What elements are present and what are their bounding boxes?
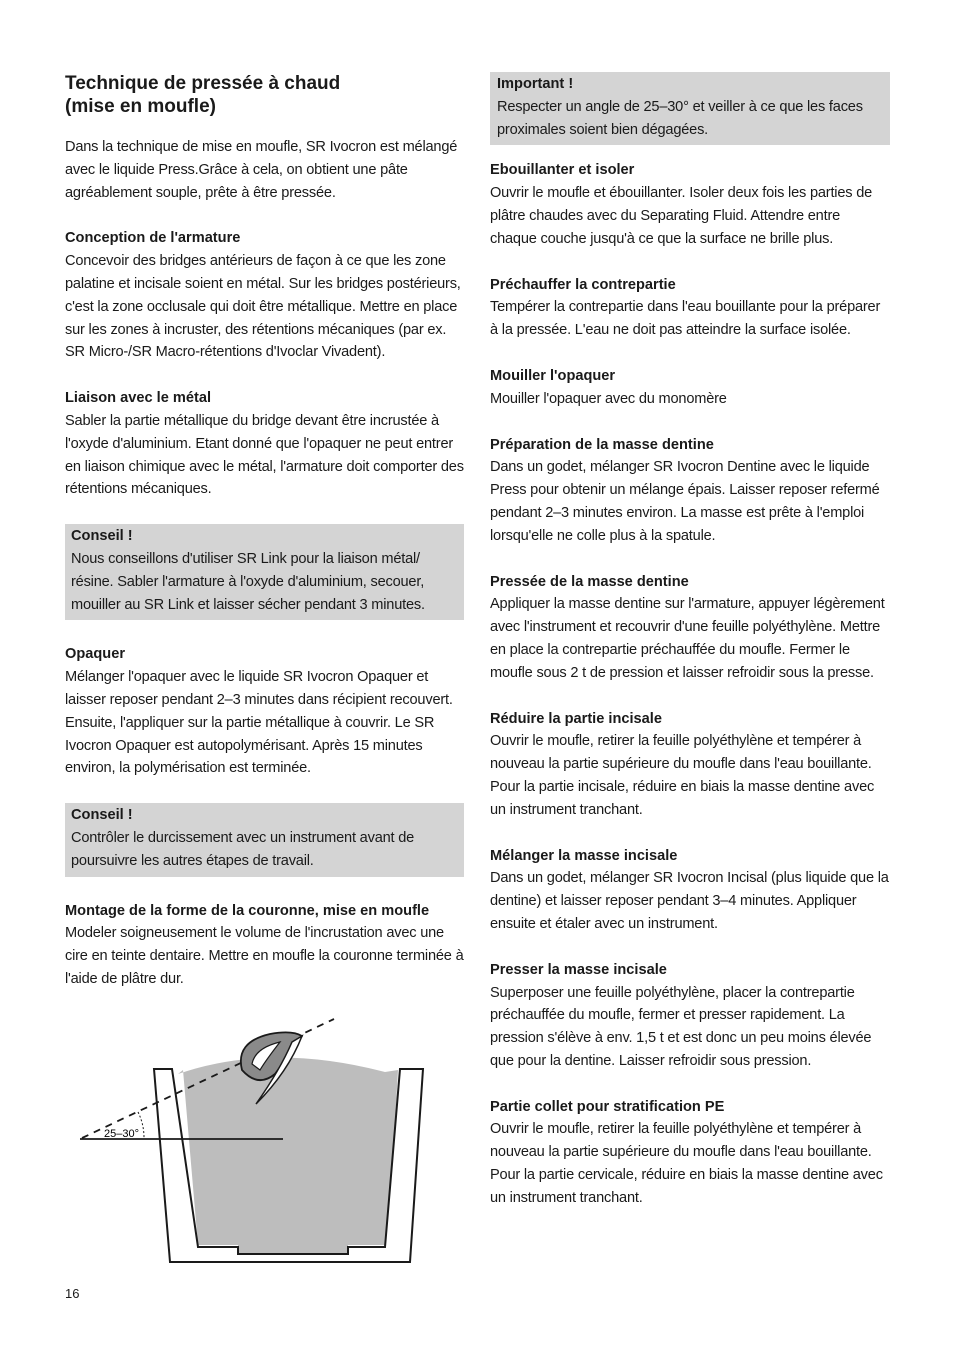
section-montage [65,900,464,991]
title-line-2: (mise en moufle) [65,96,216,117]
section-heading: Réduire la partie incisale [490,710,662,727]
section-body: Concevoir des bridges antérieurs de façon à ce que les zone palatine et incisale soient en métal. Sur les bridges postérieurs, c'est la zone occlusale qui doit être métallique. Mettre en place sur les zones à incruster, des rétentions mécaniques (par ex. SR Micro-/SR Macro-rétentions d'Ivoclar Vivadent). [65,253,461,361]
tip-box-2 [65,803,464,876]
section-prechauffer [490,274,890,342]
flask-diagram [70,1012,450,1267]
angle-label: 25–30° [104,1128,139,1140]
section-body: Appliquer la masse dentine sur l'armature, appuyer légèrement avec l'instrument et recouvrir d'une feuille polyéthylène. Mettre en place la contrepartie préchauffée du moufle. Fermer le moufle sous 2 t de pression et laisser refroidir sous la presse. [490,596,885,681]
section-body: Dans un godet, mélanger SR Ivocron Incisal (plus liquide que la dentine) et laisser reposer pendant 3–4 minutes. Appliquer ensuite et étaler avec un instrument. [490,870,889,932]
section-mouiller [490,365,890,411]
section-melanger [490,845,890,936]
section-body: Ouvrir le moufle et ébouillanter. Isoler deux fois les parties de plâtre chaudes avec du Separating Fluid. Attendre entre chaque couche jusqu'à ce que la surface ne brille plus. [490,185,873,247]
section-reduire [490,708,890,822]
important-heading: Important ! [497,76,574,92]
section-heading: Pressée de la masse dentine [490,573,689,590]
right-column [490,72,890,1233]
section-preparation [490,434,890,548]
tip-heading: Conseil ! [71,807,133,824]
section-heading: Liaison avec le métal [65,390,212,407]
section-conception [65,227,464,364]
section-heading: Préchauffer la contrepartie [490,276,676,293]
section-body: Tempérer la contrepartie dans l'eau bouillante pour la préparer à la pressée. L'eau ne doit pas atteindre la surface isolée. [490,299,881,339]
section-heading: Partie collet pour stratification PE [490,1098,725,1115]
section-body: Dans un godet, mélanger SR Ivocron Dentine avec le liquide Press pour obtenir un mélange épais. Laisser reposer refermé pendant 2–3 minutes environ. La masse est prête à l'emploi lorsqu'elle ne colle plus à la spatule. [490,459,880,544]
tip-body: Contrôler le durcissement avec un instrument avant de poursuivre les autres étapes de travail. [71,829,415,869]
section-body: Ouvrir le moufle, retirer la feuille polyéthylène et tempérer à nouveau la partie supérieure du moufle dans l'eau bouillante. Pour la partie incisale, réduire en biais la masse dentine avec un instrument tranchant. [490,733,875,818]
section-body: Mélanger l'opaquer avec le liquide SR Ivocron Opaquer et laisser reposer pendant 2–3 minutes dans récipient recouvert. Ensuite, l'appliquer sur la partie métallique à couvrir. Le SR Ivocron Opaquer est autopolymérisant. Après 15 minutes environ, la polymérisation est terminée. [65,669,453,777]
section-heading: Presser la masse incisale [490,961,667,978]
section-heading: Opaquer [65,646,126,663]
section-heading: Préparation de la masse dentine [490,436,714,453]
section-heading: Mouiller l'opaquer [490,367,616,384]
section-heading: Conception de l'armature [65,230,241,247]
section-body: Ouvrir le moufle, retirer la feuille polyéthylène et tempérer à nouveau la partie supérieure du moufle dans l'eau bouillante. Pour la partie cervicale, réduire en biais la masse dentine avec un instrument tranchant. [490,1121,883,1206]
left-column [65,72,464,1014]
section-pressee-dentine [490,571,890,685]
section-collet [490,1096,890,1210]
page-number: 16 [65,1286,80,1301]
section-heading: Ebouillanter et isoler [490,162,635,179]
important-box [490,72,890,145]
tip-body: Nous conseillons d'utiliser SR Link pour la liaison métal/ résine. Sabler l'armature à l'oxyde d'aluminium, secouer, mouiller au SR Link et laisser sécher pendant 3 minutes. [71,550,425,613]
section-presser [490,959,890,1073]
section-opaquer [65,643,464,780]
section-liaison [65,387,464,501]
section-body: Superposer une feuille polyéthylène, placer la contrepartie préchauffée du moufle, fermer et presser rapidement. La pression s'élève à env. 1,5 t et est donc un peu moins élevée que pour la dentine. Laisser refroidir sous pression. [490,984,872,1069]
page-title [65,72,464,118]
important-body: Respecter un angle de 25–30° et veiller à ce que les faces proximales soient bien dégagées. [497,98,863,138]
section-body: Modeler soigneusement le volume de l'incrustation avec une cire en teinte dentaire. Mettre en moufle la couronne terminée à l'aide de plâtre dur. [65,925,464,987]
tip-heading: Conseil ! [71,528,133,545]
tip-box-1 [65,524,464,620]
section-ebouillanter [490,159,890,250]
section-heading: Montage de la forme de la couronne, mise en moufle [65,902,430,919]
section-heading: Mélanger la masse incisale [490,847,678,864]
section-body: Mouiller l'opaquer avec du monomère [490,390,727,407]
plaster-fill [178,1057,398,1254]
flask-diagram-svg [70,1012,450,1267]
section-body: Sabler la partie métallique du bridge devant être incrustée à l'oxyde d'aluminium. Etant donné que l'opaquer ne peut entrer en liaison chimique avec le métal, l'armature doit comporter des rétentions mécaniques. [65,412,464,498]
intro-paragraph: Dans la technique de mise en moufle, SR Ivocron est mélangé avec le liquide Press.Grâce à cela, on obtient une pâte agréablement souple, prête à être pressée. [65,139,458,201]
title-line-1: Technique de pressée à chaud [65,73,341,94]
